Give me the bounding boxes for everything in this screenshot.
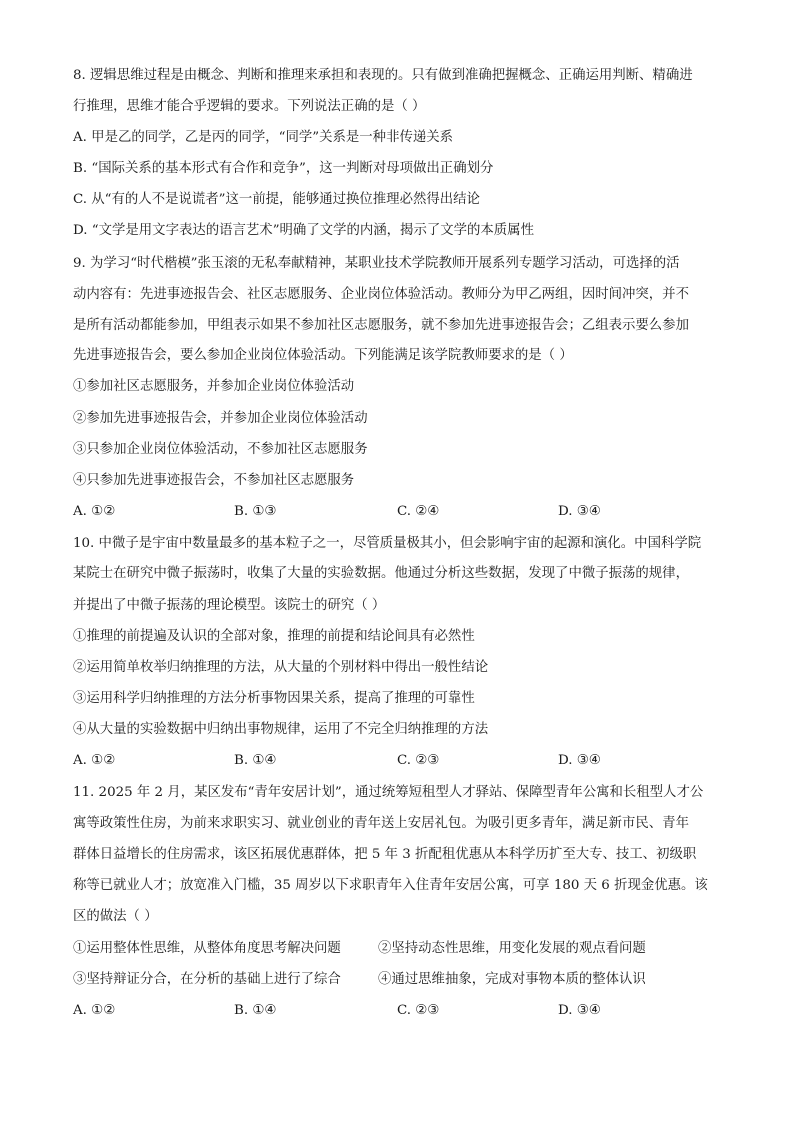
q10-choice-d: D. ③④ (558, 753, 601, 768)
q9-choice-b: B. ①③ (234, 504, 277, 519)
q8-option-c: C. 从“有的人不是说谎者”这一前提，能够通过换位推理必然得出结论 (73, 192, 480, 207)
q8-option-b: B. “国际关系的基本形式有合作和竞争”，这一判断对母项做出正确划分 (73, 161, 494, 176)
q10-item-3: ③运用科学归纳推理的方法分析事物因果关系，提高了推理的可靠性 (73, 691, 475, 706)
q9-stem-line-3: 是所有活动都能参加，甲组表示如果不参加社区志愿服务，就不参加先进事迹报告会；乙组表示要么参加 (73, 318, 689, 333)
q11-stem-line-1: 11. 2025 年 2 月，某区发布“青年安居计划”，通过统筹短租型人才驿站、保障型青年公寓和长租型人才公 (73, 785, 704, 800)
q11-stem-line-4: 称等已就业人才；放宽准入门槛，35 周岁以下求职青年入住青年安居公寓，可享 180 天 6 折现金优惠。该 (73, 878, 708, 893)
q9-stem-line-4: 先进事迹报告会，要么参加企业岗位体验活动。下列能满足该学院教师要求的是（ ） (73, 348, 573, 363)
q10-item-4: ④从大量的实验数据中归纳出事物规律，运用了不完全归纳推理的方法 (73, 722, 489, 737)
q9-stem-line-2: 动内容有：先进事迹报告会、社区志愿服务、企业岗位体验活动。教师分为甲乙两组，因时间冲突，并不 (73, 287, 689, 302)
q11-choice-a: A. ①② (73, 1003, 116, 1018)
q9-item-2: ②参加先进事迹报告会，并参加企业岗位体验活动 (73, 411, 368, 426)
q11-item-1: ①运用整体性思维，从整体角度思考解决问题 (73, 941, 341, 956)
q10-choice-b: B. ①④ (234, 753, 277, 768)
q9-choice-a: A. ①② (73, 504, 116, 519)
q9-choice-d: D. ③④ (558, 504, 601, 519)
q8-stem-line-2: 行推理，思维才能合乎逻辑的要求。下列说法正确的是（ ） (73, 99, 426, 114)
q10-stem-line-2: 某院士在研究中微子振荡时，收集了大量的实验数据。他通过分析这些数据，发现了中微子振荡的规律， (73, 566, 689, 581)
q11-choice-b: B. ①④ (234, 1003, 277, 1018)
q8-stem-line-1: 8. 逻辑思维过程是由概念、判断和推理来承担和表现的。只有做到准确把握概念、正确运用判断、精确进 (73, 68, 693, 83)
q11-choice-d: D. ③④ (558, 1003, 601, 1018)
q9-choice-c: C. ②④ (397, 504, 440, 519)
q10-stem-line-1: 10. 中微子是宇宙中数量最多的基本粒子之一，尽管质量极其小，但会影响宇宙的起源和演化。中国科学院 (73, 536, 702, 551)
q9-item-1: ①参加社区志愿服务，并参加企业岗位体验活动 (73, 379, 355, 394)
q10-item-2: ②运用简单枚举归纳推理的方法，从大量的个别材料中得出一般性结论 (73, 660, 489, 675)
q10-stem-line-3: 并提出了中微子振荡的理论模型。该院士的研究（ ） (73, 598, 386, 613)
q10-item-1: ①推理的前提遍及认识的全部对象，推理的前提和结论间具有必然性 (73, 629, 475, 644)
q10-choice-a: A. ①② (73, 753, 116, 768)
q8-option-d: D. “文学是用文字表达的语言艺术”明确了文学的内涵，揭示了文学的本质属性 (73, 223, 534, 238)
q11-stem-line-3: 群体日益增长的住房需求，该区拓展优惠群体，把 5 年 3 折配租优惠从本科学历扩至大专、技工、初级职 (73, 847, 697, 862)
q9-item-3: ③只参加企业岗位体验活动，不参加社区志愿服务 (73, 442, 368, 457)
q11-item-2: ②坚持动态性思维，用变化发展的观点看问题 (378, 941, 646, 956)
q11-item-3: ③坚持辩证分合，在分析的基础上进行了综合 (73, 972, 341, 987)
q11-stem-line-5: 区的做法（ ） (73, 909, 158, 924)
q11-stem-line-2: 寓等政策性住房，为前来求职实习、就业创业的青年送上安居礼包。为吸引更多青年，满足新市民、青年 (73, 816, 689, 831)
q11-item-4: ④通过思维抽象，完成对事物本质的整体认识 (378, 972, 646, 987)
q10-choice-c: C. ②③ (397, 753, 440, 768)
q11-choice-c: C. ②③ (397, 1003, 440, 1018)
q9-stem-line-1: 9. 为学习“时代楷模”张玉滚的无私奉献精神，某职业技术学院教师开展系列专题学习活动，可选择的活 (73, 256, 680, 271)
q8-option-a: A. 甲是乙的同学，乙是丙的同学，“同学”关系是一种非传递关系 (73, 130, 454, 145)
q9-item-4: ④只参加先进事迹报告会，不参加社区志愿服务 (73, 473, 355, 488)
